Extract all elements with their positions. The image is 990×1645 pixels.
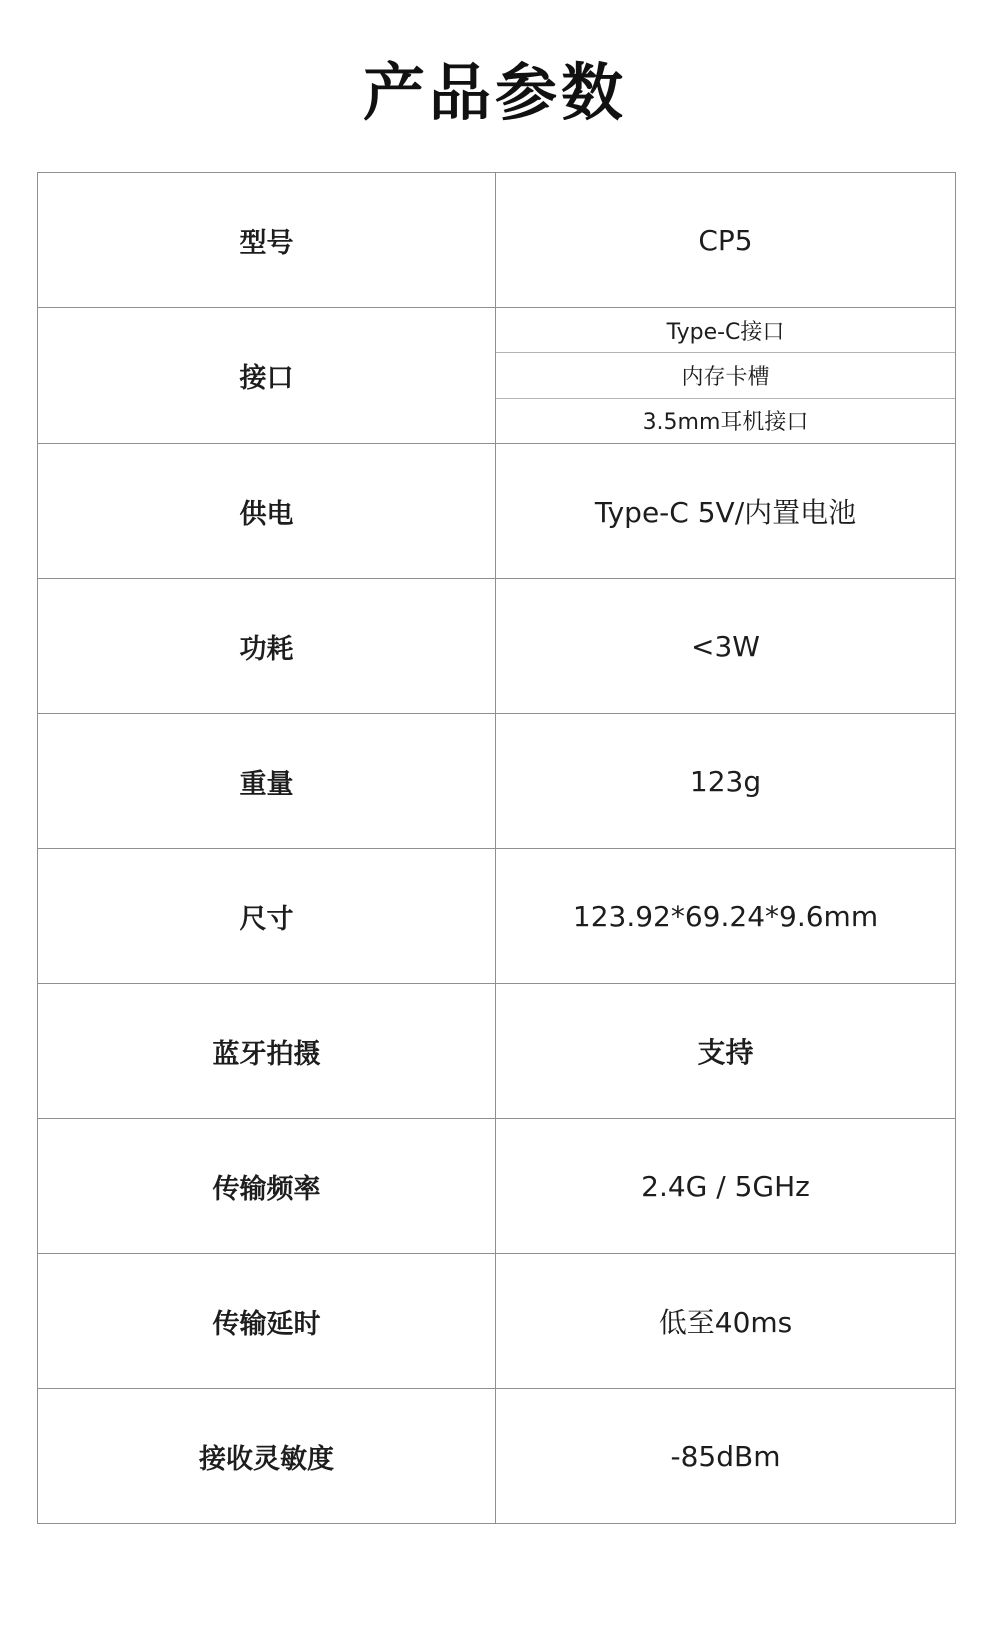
port-item-headphone: 3.5mm耳机接口 [642,410,809,436]
table-row-model [38,173,956,308]
spec-label-ports: 接口 [38,308,496,444]
table-row-transmission-latency [38,1254,956,1389]
spec-value-power-consumption: <3W [496,579,956,714]
spec-table [37,172,956,1524]
spec-value-dimensions: 123.92*69.24*9.6mm [496,849,956,984]
ports-list [496,308,955,443]
table-row-power-consumption [38,579,956,714]
spec-value-model: CP5 [496,173,956,308]
spec-label-weight: 重量 [38,714,496,849]
page-title: 产品参数 [362,56,627,129]
table-row-bluetooth-shooting [38,984,956,1119]
spec-label-receive-sensitivity: 接收灵敏度 [38,1389,496,1524]
spec-value-bluetooth-shooting: 支持 [496,984,956,1119]
port-item-memory-card: 内存卡槽 [496,353,955,398]
table-row-ports [38,308,956,444]
table-row-weight [38,714,956,849]
spec-value-weight: 123g [496,714,956,849]
spec-value-transmission-latency: 低至40ms [496,1254,956,1389]
spec-label-power-consumption: 功耗 [38,579,496,714]
port-item-typec: Type-C接口 [496,308,955,353]
spec-label-model: 型号 [38,173,496,308]
spec-label-transmission-latency: 传输延时 [38,1254,496,1389]
spec-label-dimensions: 尺寸 [38,849,496,984]
spec-value-ports [496,308,956,444]
table-row-dimensions [38,849,956,984]
spec-value-transmission-frequency: 2.4G / 5GHz [496,1119,956,1254]
spec-value-receive-sensitivity: -85dBm [496,1389,956,1524]
table-row-power-supply [38,444,956,579]
table-row-receive-sensitivity [38,1389,956,1524]
spec-label-bluetooth-shooting: 蓝牙拍摄 [38,984,496,1119]
spec-value-power-supply: Type-C 5V/内置电池 [496,444,956,579]
table-row-transmission-frequency [38,1119,956,1254]
spec-label-power-supply: 供电 [38,444,496,579]
spec-label-transmission-frequency: 传输频率 [38,1119,496,1254]
